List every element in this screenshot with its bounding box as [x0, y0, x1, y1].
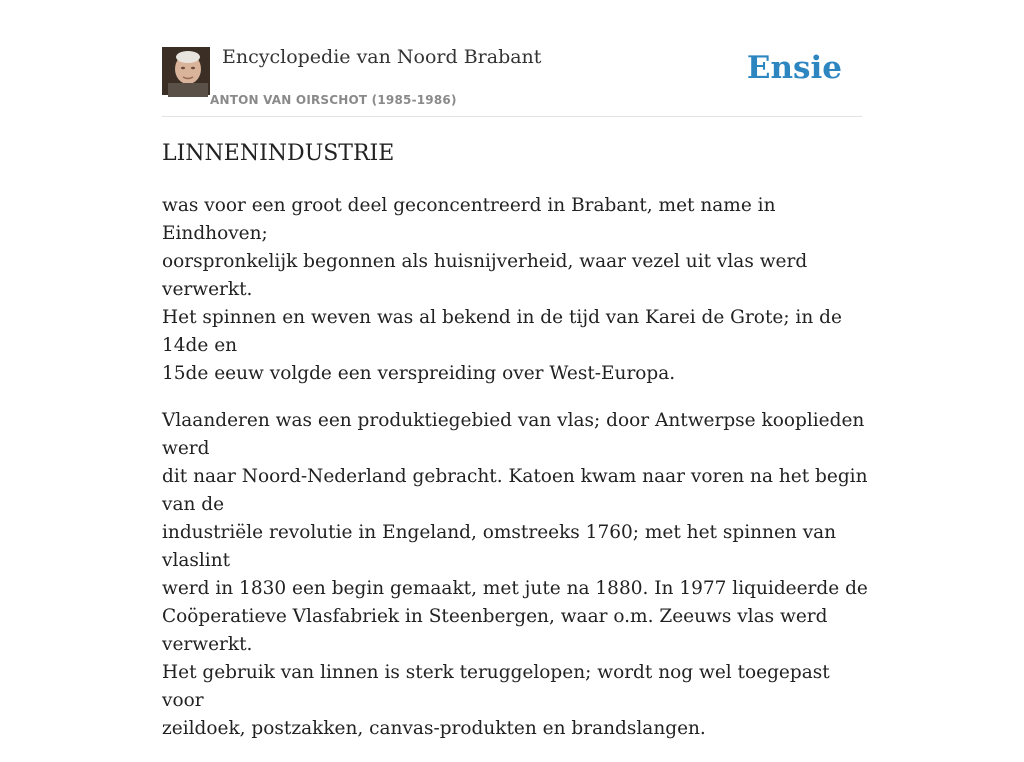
paragraph-line: Vlaanderen was een produktiegebied van vlas; door Antwerpse kooplieden werd	[162, 410, 865, 459]
paragraph-line: Het gebruik van linnen is sterk teruggelopen; wordt nog wel toegepast voor	[162, 662, 830, 711]
entry-body	[162, 192, 872, 762]
paragraph-line: was voor een groot deel geconcentreerd in Brabant, met name in Eindhoven;	[162, 195, 776, 244]
paragraph-line: zeildoek, postzakken, canvas-produkten en brandslangen.	[162, 718, 706, 739]
header	[162, 46, 862, 117]
author-name[interactable]: ANTON VAN OIRSCHOT (1985-1986)	[210, 93, 457, 107]
paragraph-line: industriële revolutie in Engeland, omstreeks 1760; met het spinnen van vlaslint	[162, 522, 837, 571]
paragraph-line: oorspronkelijk begonnen als huisnijverheid, waar vezel uit vlas werd verwerkt.	[162, 251, 808, 300]
paragraph-line: Coöperatieve Vlasfabriek in Steenbergen, waar o.m. Zeeuws vlas werd verwerkt.	[162, 606, 828, 655]
paragraph-line: Het spinnen en weven was al bekend in de tijd van Karei de Grote; in de 14de en	[162, 307, 842, 356]
avatar-portrait-icon	[162, 47, 210, 95]
paragraph-line: dit naar Noord-Nederland gebracht. Katoen kwam naar voren na het begin van de	[162, 466, 868, 515]
ensie-logo[interactable]: Ensie	[746, 50, 842, 86]
encyclopedia-title[interactable]: Encyclopedie van Noord Brabant	[222, 46, 542, 68]
entry-title: LINNENINDUSTRIE	[162, 141, 395, 166]
paragraph-2	[162, 407, 872, 743]
paragraph-1	[162, 192, 872, 388]
paragraph-line: 15de eeuw volgde een verspreiding over West-Europa.	[162, 363, 676, 384]
paragraph-line: werd in 1830 een begin gemaakt, met jute na 1880. In 1977 liquideerde de	[162, 578, 868, 599]
author-avatar[interactable]	[162, 47, 210, 95]
